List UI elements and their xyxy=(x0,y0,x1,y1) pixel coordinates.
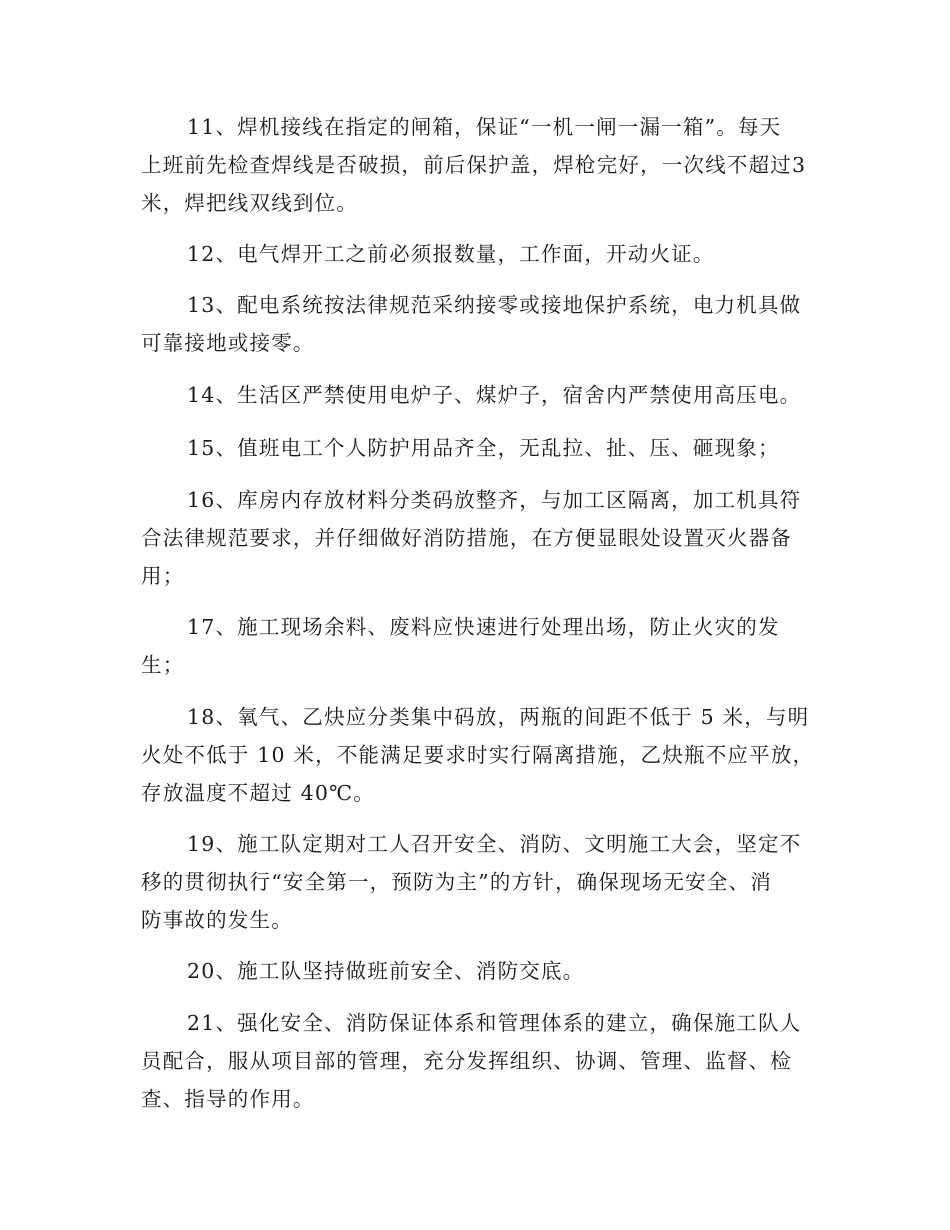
paragraph-line: 米，焊把线双线到位。 xyxy=(141,191,358,215)
paragraph-line: 11、焊机接线在指定的闸箱，保证“一机一闸一漏一箱”。每天 xyxy=(187,115,782,139)
paragraph-line: 17、施工现场余料、废料应快速进行处理出场，防止火灾的发 xyxy=(187,615,780,639)
paragraph-line: 防事故的发生。 xyxy=(141,908,293,932)
paragraph-line: 用； xyxy=(141,564,185,588)
paragraph-line: 查、指导的作用。 xyxy=(141,1087,315,1111)
paragraph-line: 火处不低于 10 米，不能满足要求时实行隔离措施，乙炔瓶不应平放， xyxy=(141,743,815,767)
paragraph-line: 可靠接地或接零。 xyxy=(141,331,315,355)
paragraph-line: 13、配电系统按法律规范采纳接零或接地保护系统，电力机具做 xyxy=(187,293,802,317)
paragraph-line: 员配合，服从项目部的管理，充分发挥组织、协调、管理、监督、检 xyxy=(141,1049,792,1073)
paragraph-line: 18、氧气、乙炔应分类集中码放，两瓶的间距不低于 5 米，与明 xyxy=(187,705,810,729)
paragraph-line: 移的贯彻执行“安全第一，预防为主”的方针，确保现场无安全、消 xyxy=(141,870,772,894)
paragraph-line: 19、施工队定期对工人召开安全、消防、文明施工大会，坚定不 xyxy=(187,832,802,856)
paragraph-line: 21、强化安全、消防保证体系和管理体系的建立，确保施工队人 xyxy=(187,1011,802,1035)
paragraph-line: 存放温度不超过 40℃。 xyxy=(141,781,375,805)
paragraph-line: 生； xyxy=(141,653,185,677)
paragraph-line: 15、值班电工个人防护用品齐全，无乱拉、扯、压、砸现象； xyxy=(187,436,780,460)
paragraph-line: 14、生活区严禁使用电炉子、煤炉子，宿舍内严禁使用高压电。 xyxy=(187,383,802,407)
paragraph-line: 12、电气焊开工之前必须报数量，工作面，开动火证。 xyxy=(187,242,715,266)
paragraph-line: 20、施工队坚持做班前安全、消防交底。 xyxy=(187,959,585,983)
paragraph-line: 上班前先检查焊线是否破损，前后保护盖，焊枪完好，一次线不超过3 xyxy=(141,153,807,177)
paragraph-line: 合法律规范要求，并仔细做好消防措施，在方便显眼处设置灭火器备 xyxy=(141,526,792,550)
paragraph-line: 16、库房内存放材料分类码放整齐，与加工区隔离，加工机具符 xyxy=(187,488,802,512)
